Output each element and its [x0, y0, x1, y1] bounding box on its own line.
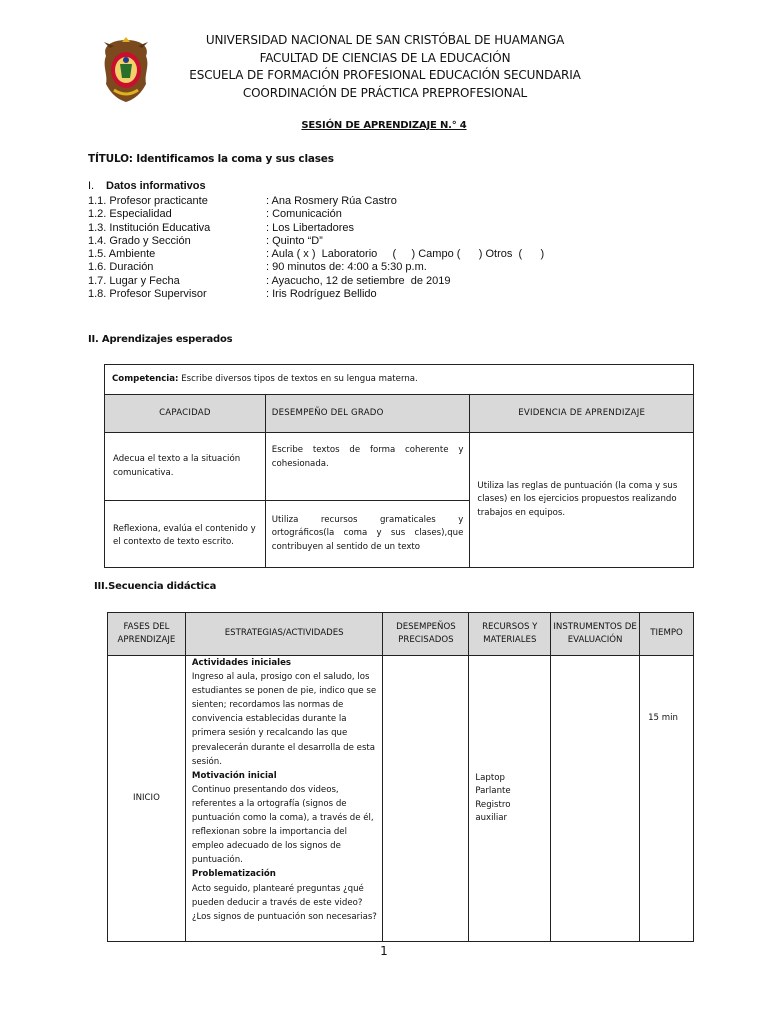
- capacidad-cell: Adecua el texto a la situación comunicativa.: [105, 433, 266, 501]
- info-row: [88, 208, 544, 221]
- desempenos-cell: [383, 656, 469, 942]
- competencia-label: Competencia:: [112, 373, 179, 384]
- section-1-title: Datos informativos: [106, 180, 206, 192]
- activity-text: Acto seguido, plantearé preguntas ¿qué pueden deducir a través de este video? ¿Los signos de puntuación son necesarias?: [191, 883, 377, 922]
- header-fases: FASES DEL APRENDIZAJE: [108, 613, 186, 656]
- resource-item: Laptop: [475, 772, 505, 783]
- resource-item: Parlante: [475, 786, 511, 796]
- info-label: 1.4. Grado y Sección: [88, 234, 191, 247]
- header-desempenos: DESEMPEÑOS PRECISADOS: [383, 613, 469, 656]
- info-label: 1.3. Institución Educativa: [88, 221, 211, 234]
- lesson-title-label: TÍTULO:: [88, 153, 133, 165]
- info-value: : Comunicación: [266, 208, 342, 221]
- header-recursos: RECURSOS Y MATERIALES: [469, 613, 551, 656]
- section-1-number: I.: [88, 180, 95, 192]
- info-row: [88, 195, 544, 208]
- info-row: [88, 222, 544, 235]
- university-name: UNIVERSIDAD NACIONAL DE SAN CRISTÓBAL DE HUAMANGA: [205, 33, 565, 47]
- desempeno-cell: Utiliza recursos gramaticales y ortográficos(la coma y sus clases),que contribuyen al sentido de un texto: [265, 501, 470, 568]
- activity-heading: Actividades iniciales: [191, 658, 292, 668]
- info-row: [88, 261, 544, 274]
- table-header-row: [108, 613, 694, 656]
- evidencia-cell: Utiliza las reglas de puntuación (la coma y sus clases) en los ejercicios propuestos realizando trabajos en equipos.: [470, 433, 694, 568]
- header-estrategias: ESTRATEGIAS/ACTIVIDADES: [185, 613, 383, 656]
- header-tiempo: TIEMPO: [640, 613, 694, 656]
- info-value: : Ayacucho, 12 de setiembre de 2019: [266, 274, 451, 287]
- expected-learning-table: [104, 364, 694, 568]
- info-value: : 90 minutos de: 4:00 a 5:30 p.m.: [266, 261, 427, 274]
- faculty-name: FACULTAD DE CIENCIAS DE LA EDUCACIÓN: [259, 50, 511, 65]
- university-crest-icon: [100, 36, 152, 104]
- time-cell: 15 min: [640, 656, 694, 942]
- info-label: 1.2. Especialidad: [88, 208, 172, 221]
- competencia-row: [105, 365, 694, 395]
- info-label: 1.7. Lugar y Fecha: [88, 274, 180, 287]
- info-value: : Quinto “D”: [266, 234, 323, 247]
- info-label: 1.5. Ambiente: [88, 248, 156, 261]
- header-capacidad: CAPACIDAD: [105, 395, 266, 433]
- institution-header: [150, 32, 620, 102]
- info-value: : Aula ( x ) Laboratorio ( ) Campo ( ) Otros ( ): [266, 248, 545, 261]
- info-label: 1.8. Profesor Supervisor: [88, 288, 207, 301]
- lesson-title-value: Identificamos la coma y sus clases: [132, 153, 334, 165]
- info-value: : Ana Rosmery Rúa Castro: [266, 195, 397, 207]
- header-instrumentos: INSTRUMENTOS DE EVALUACIÓN: [551, 613, 640, 656]
- info-row: [88, 275, 544, 288]
- general-info-list: [88, 195, 544, 301]
- info-row: [88, 248, 544, 261]
- info-row: [88, 235, 544, 248]
- resource-item: Registro: [475, 799, 511, 810]
- resources-cell: [469, 656, 551, 942]
- desempeno-cell: Escribe textos de forma coherente y cohesionada.: [265, 433, 470, 501]
- activity-text: Ingreso al aula, prosigo con el saludo, los estudiantes se ponen de pie, indico que se sienten; recordamos las normas de convivencia establecidas durante la primera sesión y recalcando las que prevalecerán durante el desarrolla de esta sesión.: [191, 672, 377, 767]
- coordination-name: COORDINACIÓN DE PRÁCTICA PREPROFESIONAL: [242, 85, 528, 100]
- table-header-row: [105, 395, 694, 433]
- activity-heading: Problematización: [191, 869, 276, 880]
- school-name: ESCUELA DE FORMACIÓN PROFESIONAL EDUCACIÓN SECUNDARIA: [189, 68, 581, 82]
- capacidad-cell: Reflexiona, evalúa el contenido y el contexto de texto escrito.: [105, 501, 266, 568]
- table-row: [108, 656, 694, 942]
- activity-text: Continuo presentando dos videos, referentes a la ortografía (signos de puntuación como la coma), a través de él, reflexionan sobre la importancia del empleo adecuado de los signos de puntuación.: [191, 784, 374, 866]
- lesson-title: [88, 153, 334, 165]
- didactic-sequence-table: [107, 612, 694, 942]
- section-2-title: II. Aprendizajes esperados: [88, 334, 233, 345]
- info-label: 1.6. Duración: [88, 261, 154, 274]
- header-desempeno: DESEMPEÑO DEL GRADO: [265, 395, 470, 433]
- activities-cell: [185, 656, 383, 942]
- info-row: [88, 288, 544, 301]
- info-value: : Iris Rodríguez Bellido: [266, 288, 377, 301]
- section-1-heading: [88, 180, 206, 192]
- info-value: : Los Libertadores: [266, 221, 355, 234]
- table-row: [105, 433, 694, 501]
- header-evidencia: EVIDENCIA DE APRENDIZAJE: [470, 395, 694, 433]
- section-3-title: III.Secuencia didáctica: [94, 581, 217, 592]
- page-number: 1: [380, 944, 388, 958]
- info-label: 1.1. Profesor practicante: [88, 195, 208, 207]
- competencia-cell: [105, 365, 694, 395]
- activity-heading: Motivación inicial: [191, 770, 277, 781]
- session-title: SESIÓN DE APRENDIZAJE N.° 4: [301, 120, 467, 131]
- instruments-cell: [551, 656, 640, 942]
- competencia-value: Escribe diversos tipos de textos en su lengua materna.: [178, 373, 418, 384]
- phase-cell: INICIO: [108, 656, 186, 942]
- resource-item: auxiliar: [475, 813, 508, 823]
